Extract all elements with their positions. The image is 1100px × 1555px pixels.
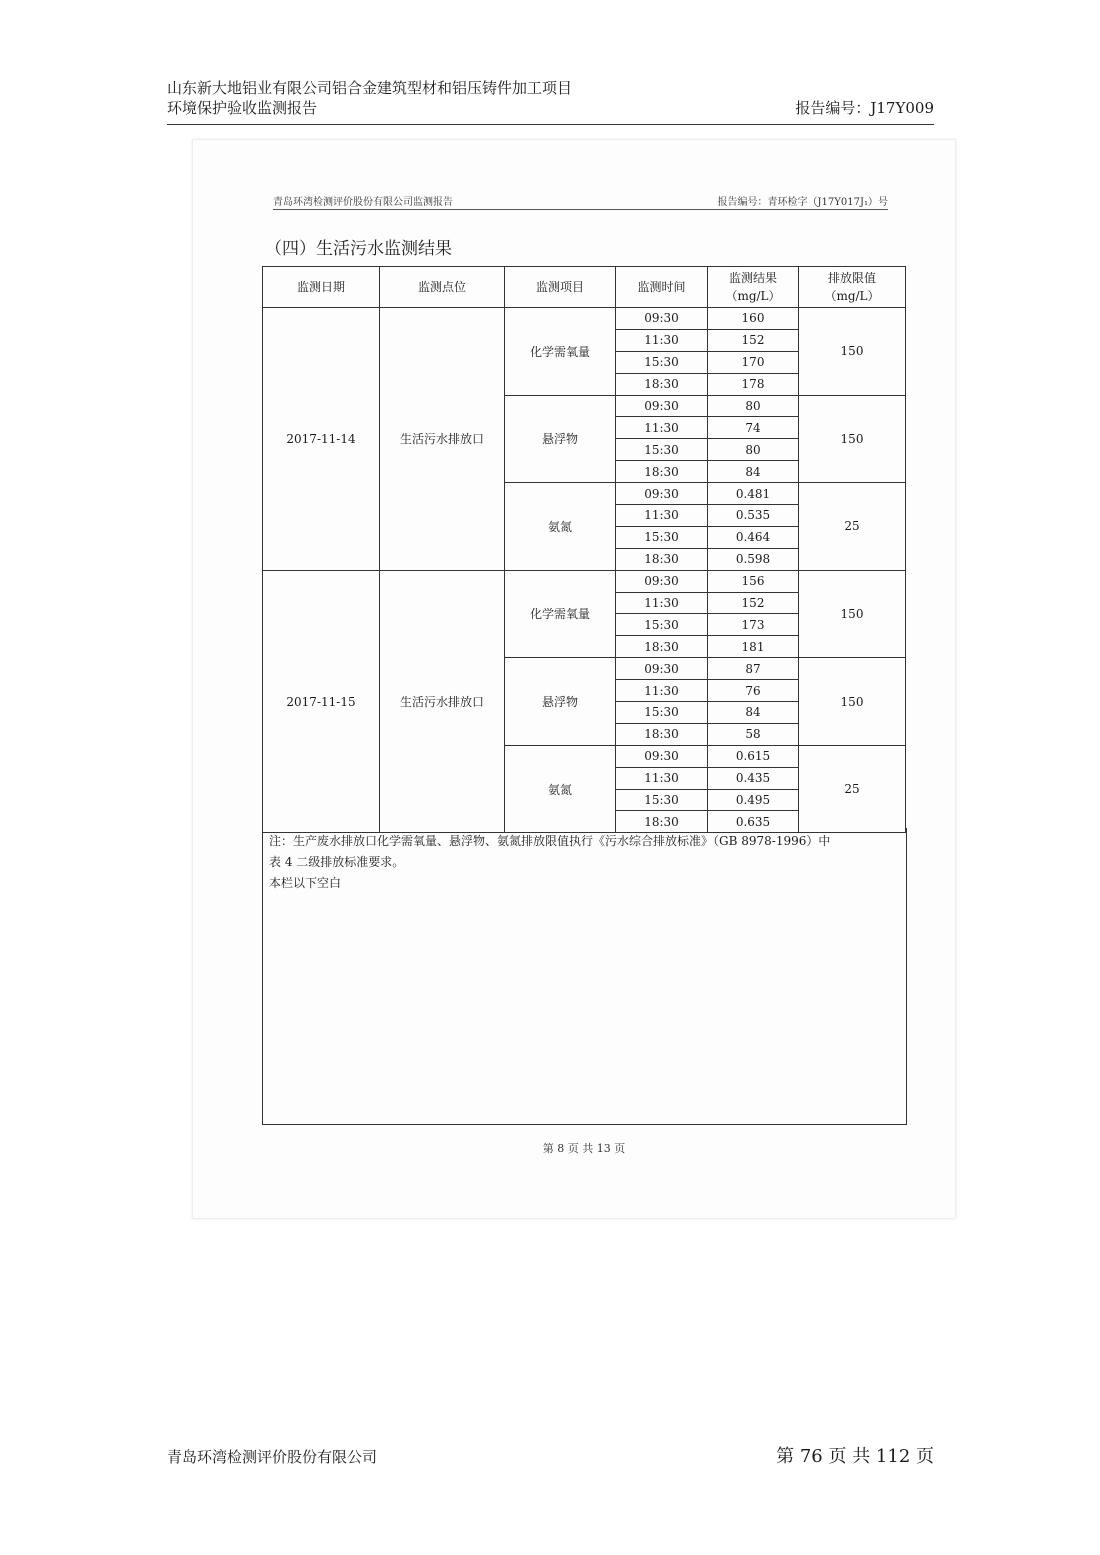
table-row [263,308,906,330]
header-result [708,267,799,308]
time-cell: 09:30 [616,395,708,417]
time-cell: 09:30 [616,745,708,767]
date-cell: 2017-11-14 [263,308,380,571]
result-cell: 156 [708,570,799,592]
item-cell: 悬浮物 [505,395,616,483]
limit-cell: 150 [799,570,906,658]
scanned-report-page [193,140,955,1218]
time-cell: 15:30 [616,526,708,548]
limit-cell: 25 [799,745,906,833]
result-cell: 181 [708,636,799,658]
result-cell: 0.615 [708,745,799,767]
time-cell: 18:30 [616,811,708,833]
wastewater-results-table [262,266,906,833]
item-cell: 化学需氧量 [505,570,616,658]
result-cell: 84 [708,702,799,724]
inner-company-name: 青岛环湾检测评价股份有限公司监测报告 [273,197,453,208]
result-cell: 160 [708,308,799,330]
time-cell: 15:30 [616,702,708,724]
report-type: 环境保护验收监测报告 [167,99,318,117]
result-cell: 87 [708,658,799,680]
note-box [262,828,907,1125]
header-divider [167,124,934,125]
result-cell: 0.598 [708,548,799,570]
result-cell: 0.435 [708,767,799,789]
result-cell: 178 [708,373,799,395]
time-cell: 09:30 [616,483,708,505]
result-cell: 74 [708,417,799,439]
time-cell: 11:30 [616,767,708,789]
header-date: 监测日期 [263,267,380,308]
blank-below-note: 本栏以下空白 [269,876,342,890]
result-cell: 84 [708,461,799,483]
section-title: （四）生活污水监测结果 [265,239,452,259]
header-result-label: 监测结果 [728,271,777,285]
inner-report-header [273,193,888,210]
limit-cell: 25 [799,483,906,571]
result-cell: 152 [708,329,799,351]
time-cell: 11:30 [616,417,708,439]
item-cell: 化学需氧量 [505,308,616,396]
result-cell: 80 [708,395,799,417]
result-cell: 0.635 [708,811,799,833]
time-cell: 15:30 [616,789,708,811]
time-cell: 18:30 [616,636,708,658]
header-item: 监测项目 [505,267,616,308]
inner-report-number: 报告编号：青环检字（J17Y017J₁）号 [717,197,888,208]
footer-page-number: 第 76 页 共 112 页 [776,1446,934,1467]
result-cell: 0.464 [708,526,799,548]
time-cell: 11:30 [616,329,708,351]
limit-cell: 150 [799,308,906,396]
time-cell: 15:30 [616,439,708,461]
item-cell: 氨氮 [505,745,616,833]
time-cell: 09:30 [616,658,708,680]
time-cell: 11:30 [616,680,708,702]
header-limit-unit: （mg/L） [824,289,880,303]
table-body [263,308,906,833]
table-row [263,570,906,592]
note-line-1: 注：生产废水排放口化学需氧量、悬浮物、氨氮排放限值执行《污水综合排放标准》（GB 8978-1996）中 [269,834,831,848]
time-cell: 18:30 [616,461,708,483]
table-header-row [263,267,906,308]
footer-company: 青岛环湾检测评价股份有限公司 [167,1448,378,1466]
result-cell: 58 [708,723,799,745]
inner-page-number: 第 8 页 共 13 页 [542,1142,626,1155]
result-cell: 76 [708,680,799,702]
note-line-2: 表 4 二级排放标准要求。 [269,855,405,869]
document-header [167,78,934,118]
header-result-unit: （mg/L） [725,289,781,303]
time-cell: 09:30 [616,308,708,330]
time-cell: 11:30 [616,592,708,614]
time-cell: 18:30 [616,548,708,570]
date-cell: 2017-11-15 [263,570,380,833]
result-cell: 173 [708,614,799,636]
time-cell: 15:30 [616,351,708,373]
time-cell: 18:30 [616,373,708,395]
result-cell: 80 [708,439,799,461]
limit-cell: 150 [799,658,906,746]
time-cell: 09:30 [616,570,708,592]
item-cell: 悬浮物 [505,658,616,746]
report-number: 报告编号：J17Y009 [795,99,934,117]
location-cell: 生活污水排放口 [380,570,505,833]
result-cell: 152 [708,592,799,614]
header-location: 监测点位 [380,267,505,308]
result-cell: 0.535 [708,505,799,527]
limit-cell: 150 [799,395,906,483]
result-cell: 0.495 [708,789,799,811]
document-footer [167,1442,934,1468]
header-time: 监测时间 [616,267,708,308]
header-limit-label: 排放限值 [827,271,876,285]
location-cell: 生活污水排放口 [380,308,505,571]
time-cell: 18:30 [616,723,708,745]
result-cell: 170 [708,351,799,373]
result-cell: 0.481 [708,483,799,505]
header-limit [799,267,906,308]
project-title: 山东新大地铝业有限公司铝合金建筑型材和铝压铸件加工项目 [167,79,573,97]
time-cell: 15:30 [616,614,708,636]
item-cell: 氨氮 [505,483,616,571]
time-cell: 11:30 [616,505,708,527]
